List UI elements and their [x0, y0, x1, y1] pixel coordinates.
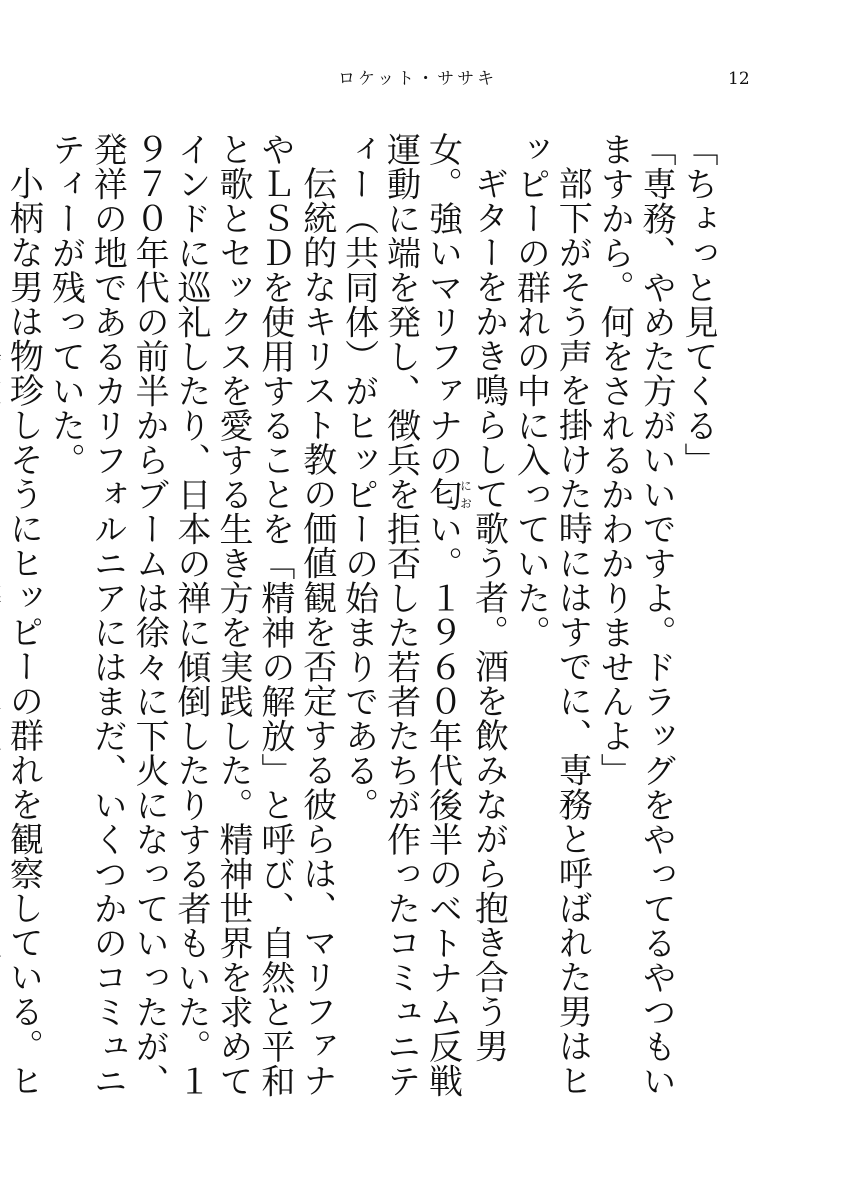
- text-segment: ギターをかき鳴らして歌う者。酒を飲みながら抱き合う男女。強いマリファナの: [422, 132, 509, 1063]
- text-segment: い。１９６０年代後半のベトナム反戦運動に端を発し、徴兵を拒否した若者たちが作ったコミュニティー（共同体）がヒッピーの始まりである。: [338, 132, 463, 1098]
- paragraph-dialogue-2: 「専務、やめた方がいいですよ。ドラッグをやってるやつもいますから。何をされるかわかりませんよ」: [594, 132, 677, 1098]
- paragraph-narration-3: 伝統的なキリスト教の価値観を否定する彼らは、マリファナやＬＳＤを使用することを「精神の解放」と呼び、自然と平和と歌とセックスを愛する生き方を実践した。精神世界を求めてインドに巡礼したり、日本の禅に傾倒したりする者もいた。１９７０年代の前半からブームは徐々に下火になっていったが、発祥の地であるカリフォルニアにはまだ、いくつかのコミュニティーが残っていた。: [45, 132, 337, 1098]
- ruby-annotation: [422, 477, 473, 512]
- page-number: 12: [728, 69, 750, 89]
- ruby-reading: にお: [458, 477, 473, 512]
- ruby-base: 匂: [422, 477, 463, 512]
- running-header-title: ロケット・ササキ: [338, 69, 498, 89]
- paragraph-dialogue-1: 「ちょっと見てくる」: [678, 132, 718, 477]
- body-text: [3, 132, 718, 1112]
- paragraph-narration-2: [337, 132, 509, 1112]
- paragraph-narration-1: 部下がそう声を掛けた時にはすでに、専務と呼ばれた男はヒッピーの群れの中に入っていた。: [510, 132, 593, 1098]
- paragraph-narration-4: [0, 132, 43, 1112]
- text-segment: 小柄な男は物珍しそうにヒッピーの群れを観察している。ヒ: [3, 166, 44, 1098]
- page-header: [0, 64, 841, 94]
